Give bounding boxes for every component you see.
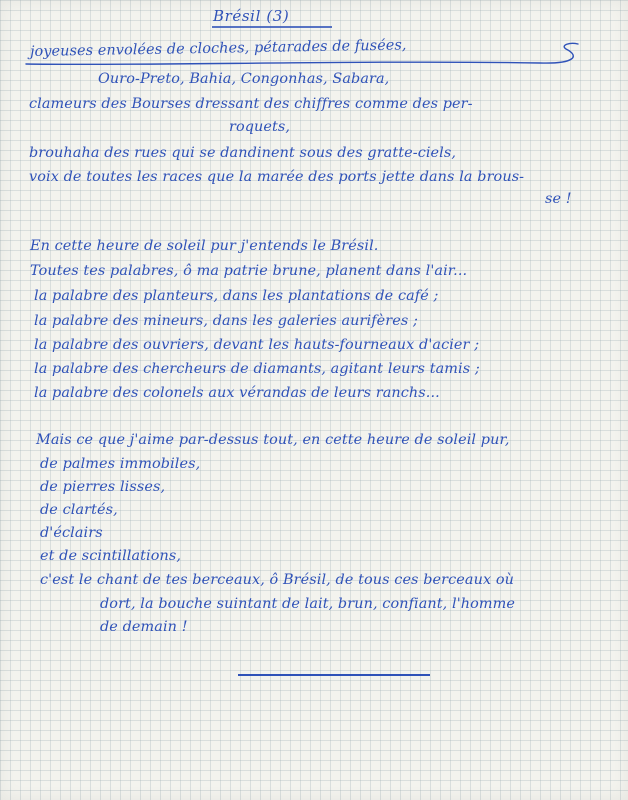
stanza-3-line-4: de clartés, [40,502,118,518]
stanza-3-line-1: Mais ce que j'aime par-dessus tout, en cette heure de soleil pur, [36,432,510,448]
stanza-1-line-6: voix de toutes les races que la marée des ports jette dans la brous- [29,169,525,185]
stanza-3-line-7: c'est le chant de tes berceaux, ô Brésil, de tous ces berceaux où [40,572,514,588]
stanza-2-line-1: En cette heure de soleil pur j'entends le Brésil. [30,238,379,254]
stanza-2-line-6: la palabre des chercheurs de diamants, agitant leurs tamis ; [34,361,480,377]
stanza-2-line-3: la palabre des planteurs, dans les plantations de café ; [34,288,439,304]
closing-rule [238,674,430,676]
stanza-1-line-4: roquets, [229,119,291,135]
stanza-3-line-8: dort, la bouche suintant de lait, brun, confiant, l'homme [100,596,516,612]
stanza-1-line-5: brouhaha des rues qui se dandinent sous des gratte-ciels, [29,145,457,161]
stanza-1-line-3: clameurs des Bourses dressant des chiffres comme des per- [29,96,473,112]
poem-title: Brésil (3) [213,7,290,25]
stanza-1-line-2: Ouro-Preto, Bahia, Congonhas, Sabara, [98,71,390,87]
stanza-2-line-4: la palabre des mineurs, dans les galeries aurifères ; [34,313,418,329]
stanza-3-line-6: et de scintillations, [40,548,182,564]
stanza-1-line-1: joyeuses envolées de cloches, pétarades de fusées, [29,37,407,60]
underline-flourish [0,0,628,80]
stanza-2-line-7: la palabre des colonels aux vérandas de leurs ranchs... [34,385,440,401]
stanza-3-line-2: de palmes immobiles, [40,456,201,472]
stanza-2-line-2: Toutes tes palabres, ô ma patrie brune, planent dans l'air... [30,263,468,279]
stanza-3-line-9: de demain ! [100,619,188,635]
stanza-1-line-7: se ! [545,191,572,207]
stanza-3-line-5: d'éclairs [40,525,103,541]
stanza-2-line-5: la palabre des ouvriers, devant les hauts-fourneaux d'acier ; [34,337,480,353]
stanza-3-line-3: de pierres lisses, [40,479,166,495]
